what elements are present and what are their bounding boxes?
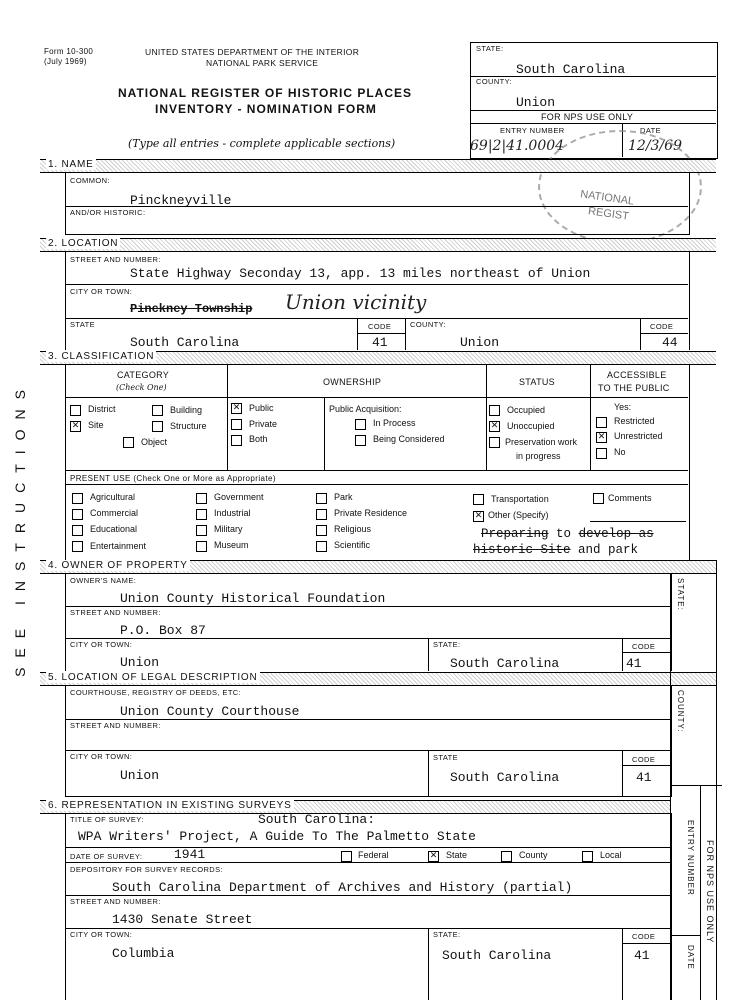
state-label: STATE xyxy=(70,320,96,329)
instructions: (Type all entries - complete applicable sections) xyxy=(128,137,396,150)
side-instructions: SEE INSTRUCTIONS xyxy=(12,380,28,677)
object-checkbox[interactable] xyxy=(123,437,134,448)
legal-state-value: South Carolina xyxy=(450,770,560,785)
county-code: 44 xyxy=(662,335,678,350)
nps-state-label: STATE: xyxy=(476,44,504,53)
industrial-checkbox[interactable] xyxy=(196,509,207,520)
restricted-label: Restricted xyxy=(614,416,655,426)
form-number: Form 10-300 xyxy=(44,47,94,56)
survey-title-2: WPA Writers' Project, A Guide To The Palmetto State xyxy=(78,829,476,844)
acquisition-label: Public Acquisition: xyxy=(329,404,402,414)
owner-label: OWNER'S NAME: xyxy=(70,576,137,585)
street-value: State Highway Seconday 13, app. 13 miles northeast of Union xyxy=(130,266,591,281)
park-checkbox[interactable] xyxy=(316,493,327,504)
occupied-checkbox[interactable] xyxy=(489,405,500,416)
other-line-2-struck: historic Site xyxy=(473,543,571,557)
unrestricted-label: Unrestricted xyxy=(614,431,663,441)
federal-checkbox[interactable] xyxy=(341,851,352,862)
common-label: COMMON: xyxy=(70,176,110,185)
form-title-1: NATIONAL REGISTER OF HISTORIC PLACES xyxy=(118,86,413,100)
scientific-label: Scientific xyxy=(334,540,371,550)
transportation-checkbox[interactable] xyxy=(473,494,484,505)
comments-checkbox[interactable] xyxy=(593,493,604,504)
margin-state-label: STATE: xyxy=(676,578,685,611)
common-value: Pinckneyville xyxy=(130,193,232,208)
being-considered-checkbox[interactable] xyxy=(355,435,366,446)
transportation-label: Transportation xyxy=(491,494,549,504)
legal-state-label: STATE xyxy=(433,753,459,762)
survey-code-label: CODE xyxy=(632,932,656,941)
other-line-1-struck-2: develop as xyxy=(578,527,654,541)
local-level-label: Local xyxy=(600,850,622,860)
survey-title-1: South Carolina: xyxy=(258,812,376,827)
entry-number-label: ENTRY NUMBER xyxy=(500,126,565,135)
survey-code-value: 41 xyxy=(634,948,650,963)
structure-checkbox[interactable] xyxy=(152,421,163,432)
section-5-title: 5. LOCATION OF LEGAL DESCRIPTION xyxy=(48,672,258,683)
entertainment-label: Entertainment xyxy=(90,541,147,551)
section-2-title: 2. LOCATION xyxy=(48,238,119,249)
nps-county-label: COUNTY: xyxy=(476,77,513,86)
margin-entry-number-label: ENTRY NUMBER xyxy=(686,820,695,896)
depository-label: DEPOSITORY FOR SURVEY RECORDS: xyxy=(70,865,224,874)
date-label: DATE xyxy=(640,126,662,135)
other-line-2 xyxy=(473,543,638,557)
private-label: Private xyxy=(249,419,278,429)
county-label: COUNTY: xyxy=(410,320,447,329)
unoccupied-checkbox[interactable]: ✕ xyxy=(490,421,499,431)
educational-checkbox[interactable] xyxy=(72,525,83,536)
street-label: STREET AND NUMBER: xyxy=(70,255,161,264)
district-label: District xyxy=(88,404,116,414)
educational-label: Educational xyxy=(90,524,138,534)
survey-city-value: Columbia xyxy=(112,946,175,961)
county-code-label: CODE xyxy=(650,322,674,331)
survey-state-label: STATE: xyxy=(433,930,461,939)
access-yes-label: Yes: xyxy=(614,402,632,412)
accessible-label-1: ACCESSIBLE xyxy=(607,370,667,380)
unoccupied-label: Unoccupied xyxy=(507,421,555,431)
public-checkbox[interactable]: ✕ xyxy=(232,403,241,413)
accessible-label-2: TO THE PUBLIC xyxy=(598,383,670,393)
site-label: Site xyxy=(88,420,104,430)
site-checkbox[interactable]: ✕ xyxy=(71,421,80,431)
present-use-label: PRESENT USE (Check One or More as Appropriate) xyxy=(70,474,276,483)
owner-city-label: CITY OR TOWN: xyxy=(70,640,133,649)
no-access-label: No xyxy=(614,447,626,457)
religious-checkbox[interactable] xyxy=(316,525,327,536)
section-2-header xyxy=(40,238,716,252)
entertainment-checkbox[interactable] xyxy=(72,541,83,552)
status-label: STATUS xyxy=(519,377,555,387)
legal-code-value: 41 xyxy=(636,770,652,785)
in-process-checkbox[interactable] xyxy=(355,419,366,430)
occupied-label: Occupied xyxy=(507,405,546,415)
preservation-checkbox[interactable] xyxy=(489,437,500,448)
legal-city-label: CITY OR TOWN: xyxy=(70,752,133,761)
private-checkbox[interactable] xyxy=(231,419,242,430)
commercial-label: Commercial xyxy=(90,508,139,518)
owner-value: Union County Historical Foundation xyxy=(120,591,386,606)
private-residence-checkbox[interactable] xyxy=(316,509,327,520)
section-1-title: 1. NAME xyxy=(48,159,94,170)
agricultural-label: Agricultural xyxy=(90,492,136,502)
owner-city-value: Union xyxy=(120,655,160,670)
museum-label: Museum xyxy=(214,540,249,550)
stamp-text-1: NATIONAL xyxy=(579,188,635,208)
other-line-1-struck: Preparing xyxy=(481,527,549,541)
stamp-text-2: REGIST xyxy=(587,205,630,223)
legal-street-label: STREET AND NUMBER: xyxy=(70,721,161,730)
government-label: Government xyxy=(214,492,264,502)
public-label: Public xyxy=(249,403,274,413)
courthouse-label: COURTHOUSE, REGISTRY OF DEEDS, ETC: xyxy=(70,688,242,697)
other-line-1 xyxy=(481,527,654,541)
survey-street-label: STREET AND NUMBER: xyxy=(70,897,161,906)
owner-code-label: CODE xyxy=(632,642,656,651)
section-1-header xyxy=(40,159,716,173)
legal-code-label: CODE xyxy=(632,755,656,764)
object-label: Object xyxy=(141,437,168,447)
depository-value: South Carolina Department of Archives and History (partial) xyxy=(112,880,573,895)
comments-label: Comments xyxy=(608,493,652,503)
unrestricted-checkbox[interactable]: ✕ xyxy=(597,432,606,442)
section-4-title: 4. OWNER OF PROPERTY xyxy=(48,560,188,571)
military-checkbox[interactable] xyxy=(196,525,207,536)
industrial-label: Industrial xyxy=(214,508,251,518)
city-value-handwritten: Union vicinity xyxy=(285,290,427,314)
religious-label: Religious xyxy=(334,524,372,534)
entry-number-value: 69|2|41.0004 xyxy=(470,138,565,154)
state-checkbox[interactable]: ✕ xyxy=(429,851,438,861)
structure-label: Structure xyxy=(170,421,207,431)
category-sub: (Check One) xyxy=(116,383,167,392)
owner-code-value: 41 xyxy=(626,656,642,671)
both-label: Both xyxy=(249,434,268,444)
category-label: CATEGORY xyxy=(117,370,170,380)
survey-street-value: 1430 Senate Street xyxy=(112,912,253,927)
state-value: South Carolina xyxy=(130,335,240,350)
county-level-label: County xyxy=(519,850,548,860)
margin-county-label: COUNTY: xyxy=(676,690,685,733)
owner-street-value: P.O. Box 87 xyxy=(120,623,206,638)
department: UNITED STATES DEPARTMENT OF THE INTERIOR xyxy=(145,47,360,57)
other-checkbox[interactable]: ✕ xyxy=(474,511,483,521)
county-checkbox[interactable] xyxy=(501,851,512,862)
federal-label: Federal xyxy=(358,850,389,860)
section-5-header xyxy=(40,672,716,686)
no-access-checkbox[interactable] xyxy=(596,448,607,459)
being-considered-label: Being Considered xyxy=(373,434,445,444)
nps-state-value: South Carolina xyxy=(516,62,626,77)
other-line-1-kept: to xyxy=(556,527,572,541)
building-label: Building xyxy=(170,405,203,415)
district-checkbox[interactable] xyxy=(70,405,81,416)
commercial-checkbox[interactable] xyxy=(72,509,83,520)
owner-street-label: STREET AND NUMBER: xyxy=(70,608,161,617)
preservation-label: Preservation work xyxy=(505,437,578,447)
museum-checkbox[interactable] xyxy=(196,541,207,552)
city-label: CITY OR TOWN: xyxy=(70,287,133,296)
state-code-label: CODE xyxy=(368,322,392,331)
survey-date-label: DATE OF SURVEY: xyxy=(70,852,143,861)
other-label: Other (Specify) xyxy=(488,510,549,520)
survey-state-value: South Carolina xyxy=(442,948,552,963)
legal-city-value: Union xyxy=(120,768,160,783)
in-process-label: In Process xyxy=(373,418,416,428)
park-label: Park xyxy=(334,492,353,502)
scientific-checkbox[interactable] xyxy=(316,541,327,552)
survey-date-value: 1941 xyxy=(174,847,206,862)
other-line-2-kept: and park xyxy=(578,543,639,557)
section-4-header xyxy=(40,560,716,574)
state-code: 41 xyxy=(372,335,388,350)
owner-state-label: STATE: xyxy=(433,640,461,649)
agricultural-checkbox[interactable] xyxy=(72,493,83,504)
nps-use-label: FOR NPS USE ONLY xyxy=(541,112,634,122)
margin-nps-label: FOR NPS USE ONLY xyxy=(705,840,715,944)
survey-title-label: TITLE OF SURVEY: xyxy=(70,815,144,824)
military-label: Military xyxy=(214,524,243,534)
both-checkbox[interactable] xyxy=(231,435,242,446)
ownership-label: OWNERSHIP xyxy=(323,377,382,387)
section-3-title: 3. CLASSIFICATION xyxy=(48,351,155,362)
survey-city-label: CITY OR TOWN: xyxy=(70,930,133,939)
section-3-header xyxy=(40,351,716,365)
owner-state-value: South Carolina xyxy=(450,656,560,671)
nps-county-value: Union xyxy=(516,95,556,110)
courthouse-value: Union County Courthouse xyxy=(120,704,300,719)
service: NATIONAL PARK SERVICE xyxy=(206,58,319,68)
building-checkbox[interactable] xyxy=(152,405,163,416)
margin-date-label: DATE xyxy=(686,945,695,970)
form-title-2: INVENTORY - NOMINATION FORM xyxy=(155,102,377,116)
private-residence-label: Private Residence xyxy=(334,508,408,518)
city-value-struck: Pinckney Township xyxy=(130,302,253,316)
government-checkbox[interactable] xyxy=(196,493,207,504)
preservation-label-2: in progress xyxy=(516,451,561,461)
county-value: Union xyxy=(460,335,500,350)
state-level-label: State xyxy=(446,850,468,860)
restricted-checkbox[interactable] xyxy=(596,417,607,428)
local-checkbox[interactable] xyxy=(582,851,593,862)
section-6-title: 6. REPRESENTATION IN EXISTING SURVEYS xyxy=(48,800,292,811)
form-date: (July 1969) xyxy=(44,57,87,66)
entry-date-value: 12/3/69 xyxy=(628,138,682,154)
historic-label: AND/OR HISTORIC: xyxy=(70,208,146,217)
